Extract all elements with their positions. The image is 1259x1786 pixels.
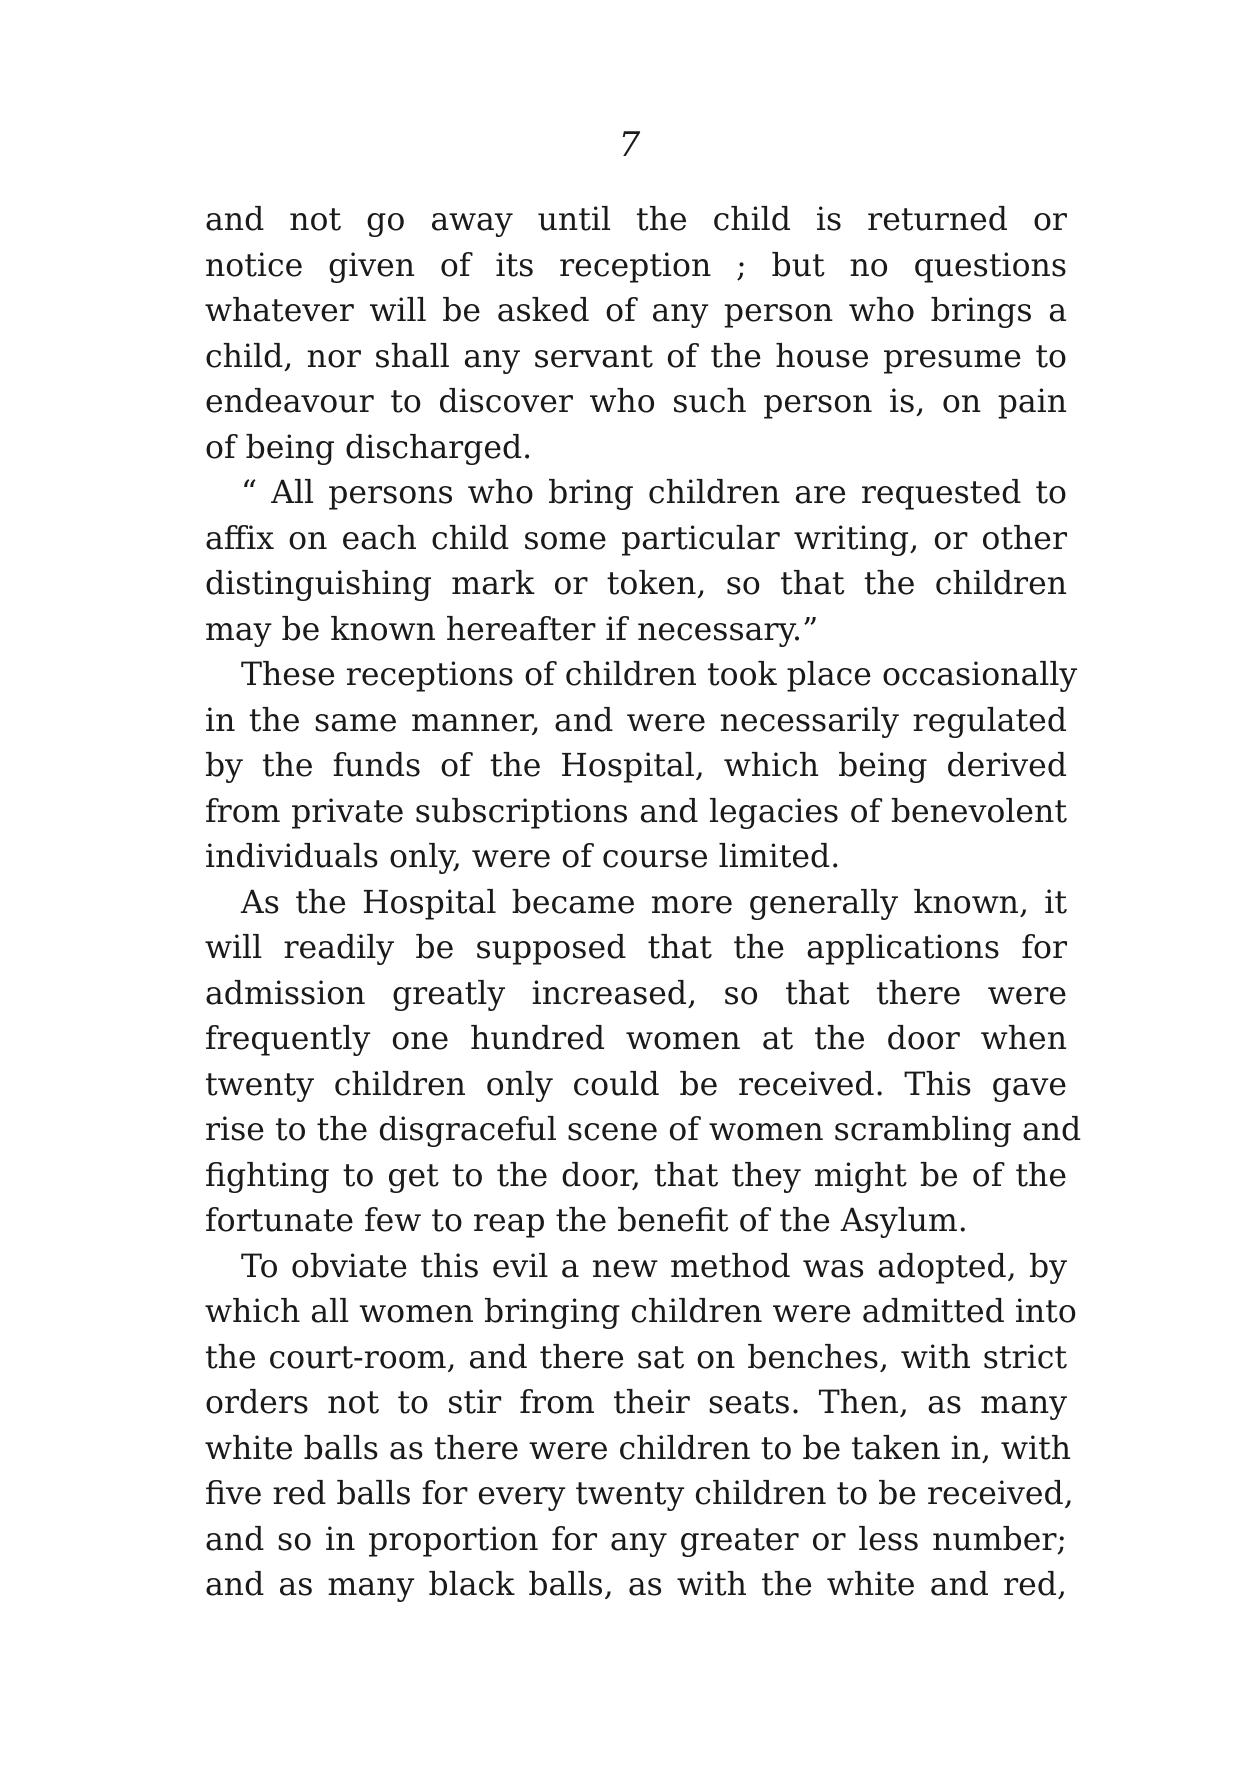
text-line: five red balls for every twenty children to be received, [205,1476,1074,1512]
text-line: will readily be supposed that the applications for [205,930,1067,966]
paragraph [205,653,1078,881]
body-text [205,198,1082,1609]
paragraph [205,471,1067,653]
text-line: whatever will be asked of any person who brings a [205,293,1067,329]
text-line: and not go away until the child is returned or [205,202,1067,238]
text-line: These receptions of children took place occasionally [241,657,1078,693]
text-line: orders not to stir from their seats. Then, as many [205,1385,1067,1421]
text-line: notice given of its reception ; but no questions [205,247,1067,284]
text-line: As the Hospital became more generally known, it [241,884,1067,921]
text-line: individuals only, were of course limited. [205,839,841,875]
text-line: from private subscriptions and legacies of benevolent [205,793,1067,830]
text-line: fortunate few to reap the benefit of the Asylum. [205,1203,968,1239]
text-line: child, nor shall any servant of the house presume to [205,338,1067,375]
text-line: the court-room, and there sat on benches, with strict [205,1339,1067,1376]
text-line: distinguishing mark or token, so that the children [205,566,1067,602]
paragraph [205,198,1067,471]
paragraph [205,881,1082,1245]
text-line: may be known hereafter if necessary.” [205,611,819,648]
text-line: fighting to get to the door, that they might be of the [205,1157,1067,1194]
text-line: and as many black balls, as with the white and red, [205,1567,1067,1603]
text-line: rise to the disgraceful scene of women scrambling and [205,1112,1082,1148]
text-line: affix on each child some particular writing, or other [205,520,1067,557]
text-line: endeavour to discover who such person is, on pain [205,384,1067,420]
text-line: which all women bringing children were admitted into [205,1294,1077,1330]
text-line: and so in proportion for any greater or less number; [205,1521,1067,1558]
text-line: admission greatly increased, so that there were [205,975,1067,1012]
text-line: To obviate this evil a new method was adopted, by [241,1248,1067,1285]
text-line: of being discharged. [205,429,533,466]
text-line: in the same manner, and were necessarily regulated [205,702,1067,739]
paragraph [205,1245,1077,1609]
page-number: 7 [618,125,641,165]
text-line: by the funds of the Hospital, which being derived [205,748,1067,784]
text-line: “ All persons who bring children are requested to [241,475,1067,511]
text-line: frequently one hundred women at the door when [205,1021,1067,1057]
text-line: white balls as there were children to be taken in, with [205,1430,1072,1467]
text-line: twenty children only could be received. This gave [205,1066,1067,1103]
